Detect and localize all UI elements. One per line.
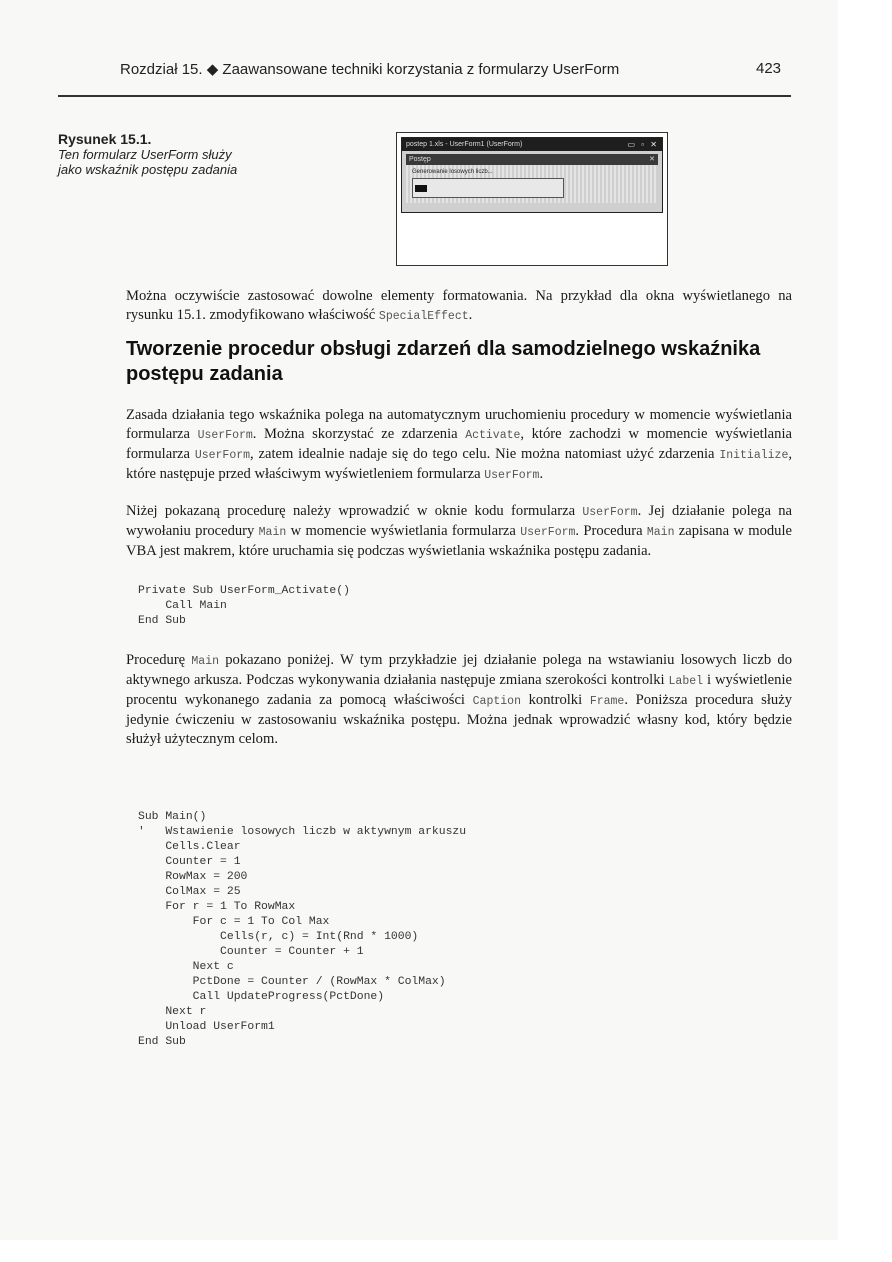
window-title: postep 1.xls - UserForm1 (UserForm) [406,141,523,148]
inline-code: Frame [589,695,625,708]
inline-code: UserForm [520,526,576,539]
inline-code: Main [258,526,287,539]
text: Zasada działania tego wskaźnika polega na automatycznym uruchomieniu procedury w momencie wyświetlania formularza [126,407,792,442]
paragraph-2 [126,406,792,485]
text: kontrolki [520,692,590,708]
window-controls-icon: ▭ ▫ ✕ [627,140,659,149]
inline-code: Label [668,675,704,688]
inline-code: UserForm [484,469,540,482]
form-label: Generowanie losowych liczb... [412,169,493,175]
section-heading: Tworzenie procedur obsługi zdarzeń dla samodzielnego wskaźnika postępu zadania [126,338,761,385]
inline-code: Caption [472,695,521,708]
inline-code: Initialize [719,449,789,462]
figure-number: Rysunek 15.1. [58,131,152,147]
paragraph-3 [126,502,792,561]
inline-code: UserForm [582,506,638,519]
progress-frame [412,178,564,198]
text: . Poniższa procedura służy jedynie ćwiczeniu w zastosowaniu wskaźnika postępu. Można jednak wprowadzić własny kod, który będzie służył użytecznym celom. [126,692,792,747]
text: zapisana w module VBA jest makrem, które uruchamia się podczas wyświetlania wskaźnika postępu zadania. [126,523,792,559]
text: . Jej działanie polega na wywołaniu procedury [126,503,793,539]
text: , zatem idealnie nadaje się do tego celu. Nie można natomiast użyć zdarzenia [250,446,720,462]
code-block-activate: Private Sub UserForm_Activate() Call Main End Sub [138,585,350,627]
text: pokazano poniżej. W tym przykładzie jej działanie polega na wstawianiu losowych liczb do aktywnego arkusza. Podczas wykonywania działania następuje zmiana szerokości kontrolki [126,652,792,688]
progress-bar [415,185,427,192]
figure-caption [58,132,258,177]
text: . Można skorzystać ze zdarzenia [252,426,466,442]
text: Procedurę [126,652,192,668]
form-title: Postęp [409,156,431,163]
header-rule [58,95,791,97]
inline-code: UserForm [194,449,251,462]
text: , które następuje przed właściwym wyświetleniem formularza [126,446,792,482]
inline-code: SpecialEffect [378,310,469,323]
text: Można oczywiście zastosować dowolne elementy formatowania. Na przykład dla okna wyświetlanego na rysunku 15.1. zmodyfikowano właściwość [126,288,792,323]
running-header: Rozdział 15. ◆ Zaawansowane techniki korzystania z formularzy UserForm [120,61,620,78]
inline-code: Activate [465,429,521,442]
paragraph-4 [126,651,792,749]
close-icon: ✕ [649,156,655,163]
text: i wyświetlenie procentu wykonanego zadania za pomocą właściwości [126,672,792,708]
text: Niżej pokazaną procedurę należy wprowadzić w oknie kodu formularza [126,503,583,519]
vba-editor-window [401,137,663,213]
window-titlebar [402,138,662,151]
inline-code: UserForm [197,429,253,442]
page-number: 423 [756,60,782,77]
code-block-main: Sub Main() ' Wstawienie losowych liczb w aktywnym arkuszu Cells.Clear Counter = 1 RowMax = 200 ColMax = 25 For r = 1 To RowMax For c = 1 To Col Max Cells(r, c) = Int(Rnd * 1000) Counter = Counter + 1 Next c PctDone = Counter / (RowMax * ColMax) Call UpdateProgress(PctDone) Next r Unload UserForm1 End Sub [138,811,467,1048]
inline-code: Main [191,655,220,668]
text: . Procedura [575,523,647,539]
form-body [406,165,658,203]
figure-userform-screenshot [396,132,668,266]
text: . [468,307,473,323]
form-titlebar [406,154,658,165]
text: w momencie wyświetlania formularza [286,523,521,539]
paragraph-1 [126,287,792,326]
inline-code: Main [646,526,675,539]
text: , które zachodzi w momencie wyświetlania formularza [126,426,792,462]
figure-caption-text: Ten formularz UserForm służy jako wskaźnik postępu zadania [58,147,238,177]
text: . [539,466,544,482]
